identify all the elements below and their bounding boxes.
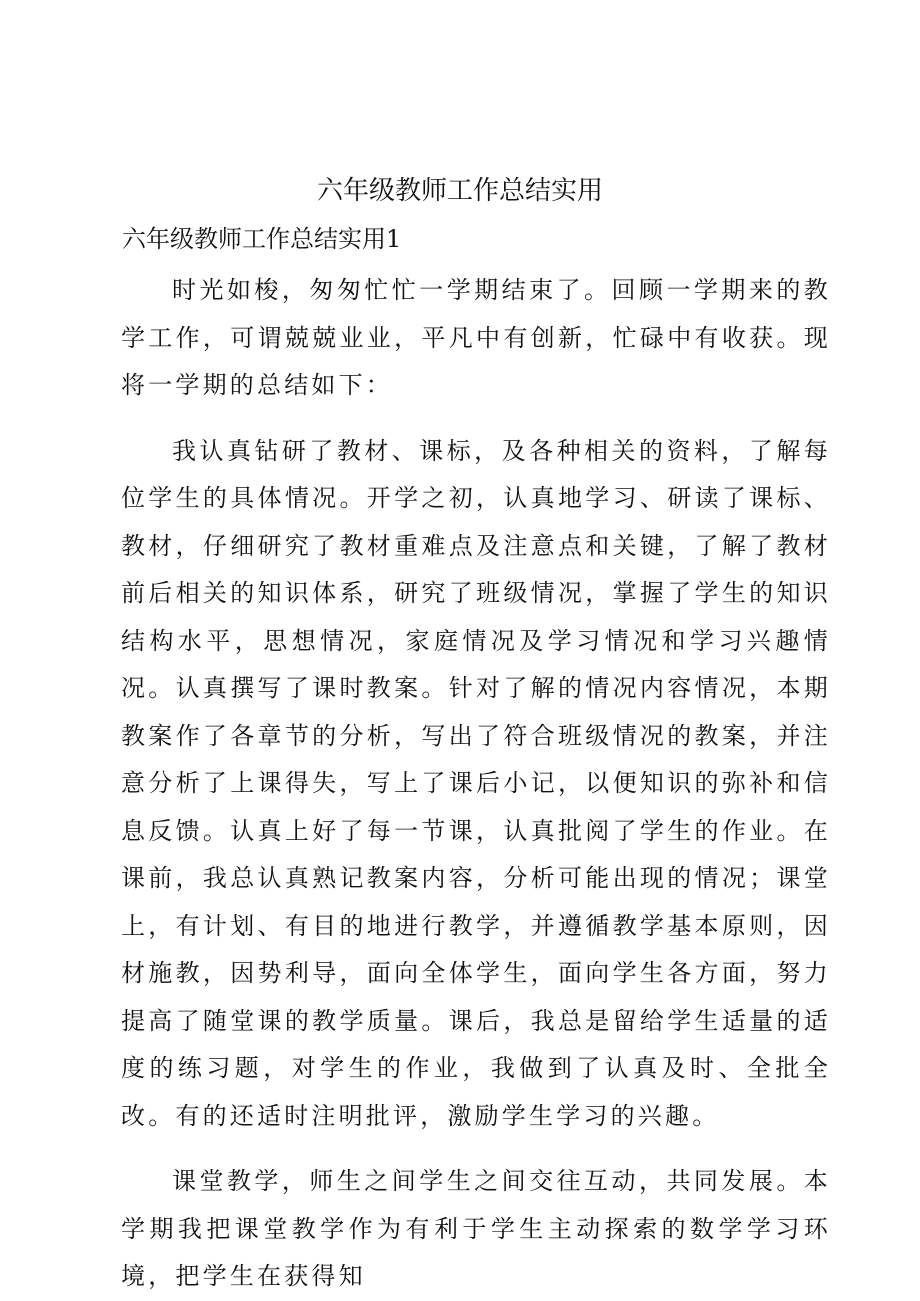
paragraph-teaching-preparation: 我认真钻研了教材、课标，及各种相关的资料，了解每位学生的具体情况。开学之初，认真地学习、研读了课标、教材，仔细研究了教材重难点及注意点和关键，了解了教材前后相关的知识体系，研究了班级情况，掌握了学生的知识结构水平，思想情况，家庭情况及学习情况和学习兴趣情况。认真撰写了课时教案。针对了解的情况内容情况，本期教案作了各章节的分析，写出了符合班级情况的教案，并注意分析了上课得失，写上了课后小记，以便知识的弥补和信息反馈。认真上好了每一节课，认真批阅了学生的作业。在课前，我总认真熟记教案内容，分析可能出现的情况；课堂上，有计划、有目的地进行教学，并遵循教学基本原则，因材施教，因势利导，面向全体学生，面向学生各方面，努力提高了随堂课的教学质量。课后，我总是留给学生适量的适度的练习题，对学生的作业，我做到了认真及时、全批全改。有的还适时注明批评，激励学生学习的兴趣。 — [121, 436, 831, 1130]
paragraph-classroom-teaching: 课堂教学，师生之间学生之间交往互动，共同发展。本学期我把课堂教学作为有利于学生主动探索的数学学习环境，把学生在获得知 — [121, 1167, 831, 1290]
document-title: 六年级教师工作总结实用 — [316, 176, 603, 206]
section-heading: 六年级教师工作总结实用1 — [122, 225, 402, 253]
paragraph-intro: 时光如梭，匆匆忙忙一学期结束了。回顾一学期来的教学工作，可谓兢兢业业，平凡中有创新，忙碌中有收获。现将一学期的总结如下： — [121, 276, 831, 399]
document-body — [121, 267, 831, 1301]
